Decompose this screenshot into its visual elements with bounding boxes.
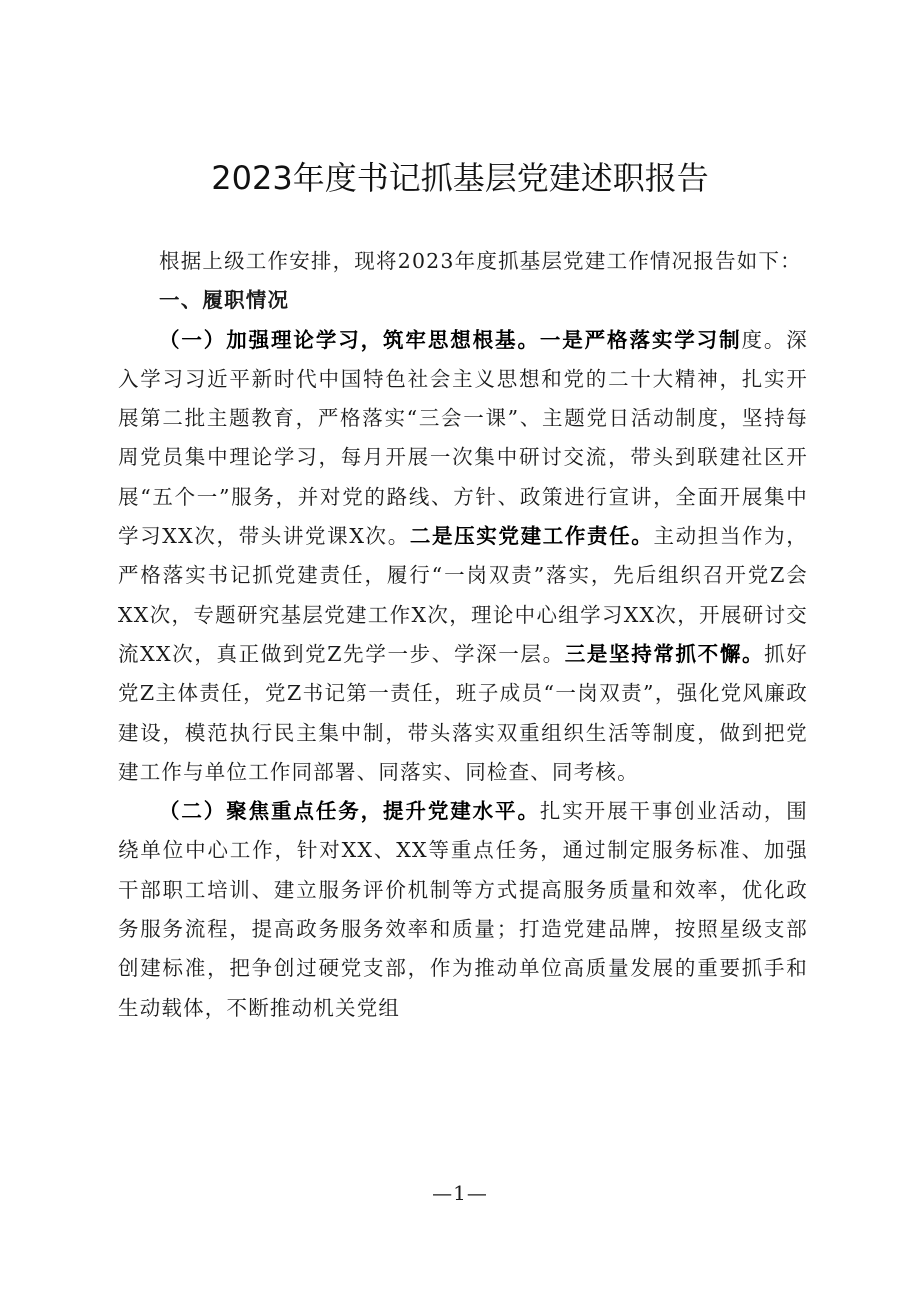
subsection-2-heading: （二）聚焦重点任务，提升党建水平。: [159, 799, 540, 824]
subsection-1-text: 度。深入学习习近平新时代中国特色社会主义思想和党的二十大精神，扎实开展第二批主题教育，严格落实“三会一课”、主题党日活动制度，坚持每周党员集中理论学习，每月开展一次集中研讨交流，带头到联建社区开展“五个一”服务，并对党的路线、方针、政策进行宣讲，全面开展集中学习XX次，带头讲党课X次。: [118, 327, 808, 549]
document-body: [118, 242, 808, 1028]
point-2-heading: 二是压实党建工作责任。: [409, 524, 654, 549]
section-heading: 一、履职情况: [159, 288, 290, 313]
document-title: 2023年度书记抓基层党建述职报告: [211, 159, 709, 197]
subsection-1-paragraph: [118, 321, 808, 793]
point-3-text: 抓好党Z主体责任，党Z书记第一责任，班子成员“一岗双责”，强化党风廉政建设，模范执行民主集中制，带头落实双重组织生活等制度，做到把党建工作与单位工作同部署、同落实、同检查、同考核。: [118, 641, 808, 784]
point-2-text: 主动担当作为，严格落实书记抓党建责任，履行“一岗双责”落实，先后组织召开党Z会XX次，专题研究基层党建工作X次，理论中心组学习XX次，开展研讨交流XX次，真正做到党Z先学一步、学深一层。: [118, 524, 808, 666]
subsection-2-text: 扎实开展干事创业活动，围绕单位中心工作，针对XX、XX等重点任务，通过制定服务标准、加强干部职工培训、建立服务评价机制等方式提高服务质量和效率，优化政务服务流程，提高政务服务效率和质量；打造党建品牌，按照星级支部创建标准，把争创过硬党支部，作为推动单位高质量发展的重要抓手和生动载体，不断推动机关党组: [118, 799, 808, 1020]
subsection-1-heading: （一）加强理论学习，筑牢思想根基。一是严格落实学习制: [159, 327, 742, 352]
point-3-heading: 三是坚持常抓不懈。: [564, 641, 765, 666]
intro-paragraph: 根据上级工作安排，现将2023年度抓基层党建工作情况报告如下：: [159, 249, 802, 273]
page-number: —1—: [432, 1181, 488, 1205]
subsection-2-paragraph: [118, 792, 808, 1028]
